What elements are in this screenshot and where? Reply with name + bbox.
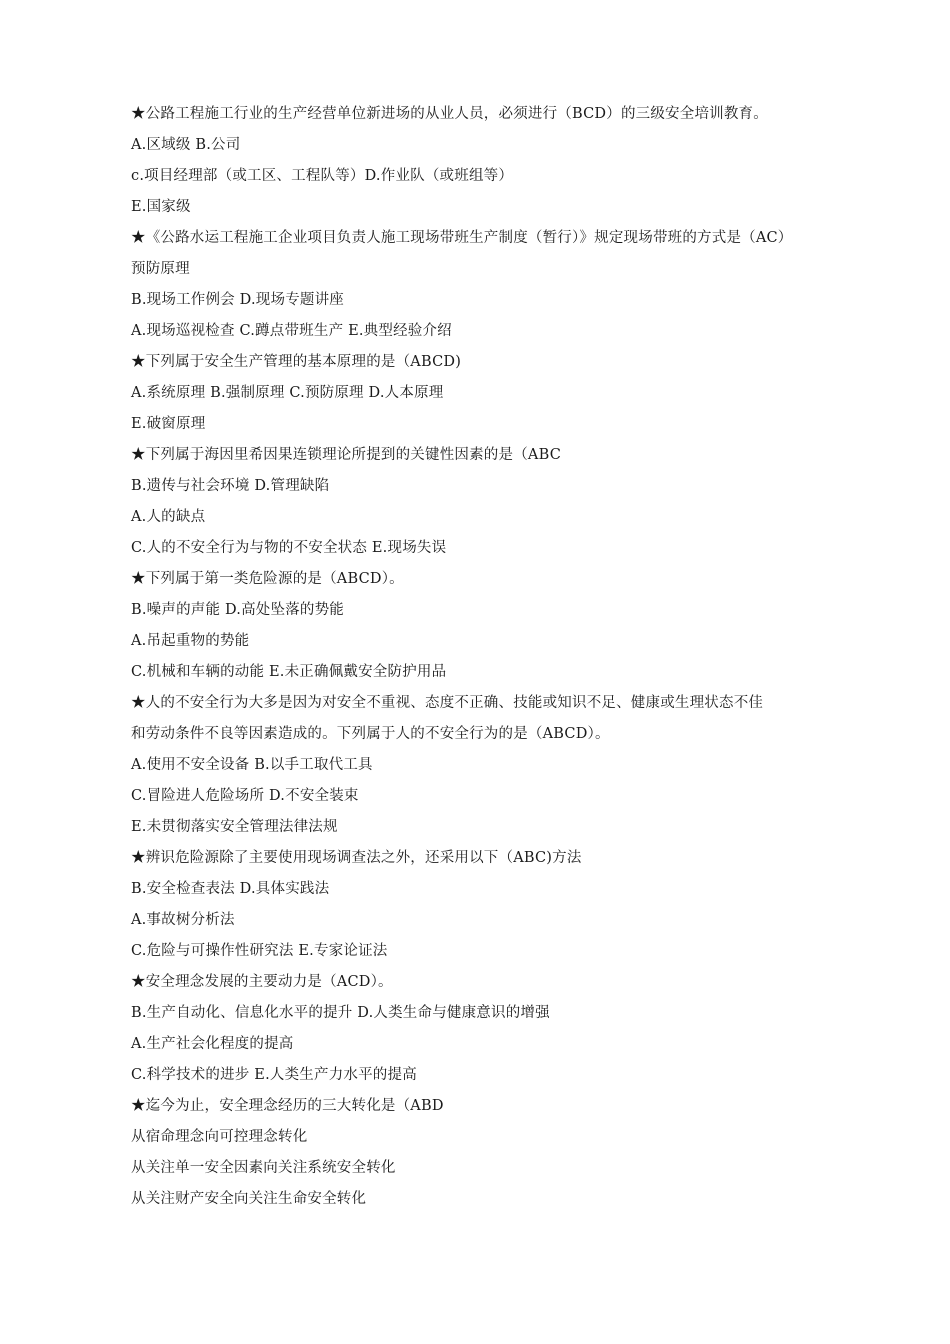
question-2-options-b-d: B.现场工作例会 D.现场专题讲座: [131, 292, 344, 308]
question-6-stem-line-1: ★人的不安全行为大多是因为对安全不重视、态度不正确、技能或知识不足、健康或生理状态不佳: [131, 695, 764, 711]
question-1-option-e: E.国家级: [131, 199, 191, 215]
question-9-answer-3: 从关注财产安全向关注生命安全转化: [131, 1191, 367, 1207]
question-1-options-a-b: A.区域级 B.公司: [131, 137, 241, 153]
question-4-option-a: A.人的缺点: [131, 509, 206, 525]
question-7-option-a: A.事故树分析法: [131, 912, 235, 928]
question-6-option-e: E.未贯彻落实安全管理法律法规: [131, 819, 338, 835]
question-6-stem-line-2: 和劳动条件不良等因素造成的。下列属于人的不安全行为的是（ABCD）。: [131, 726, 610, 742]
question-4-stem: ★下列属于海因里希因果连锁理论所提到的关键性因素的是（ABC: [131, 447, 561, 463]
question-5-options-b-d: B.噪声的声能 D.高处坠落的势能: [131, 602, 344, 618]
question-9-stem: ★迄今为止，安全理念经历的三大转化是（ABD: [131, 1098, 444, 1114]
question-4-options-b-d: B.遗传与社会环境 D.管理缺陷: [131, 478, 330, 494]
question-7-options-c-e: C.危险与可操作性研究法 E.专家论证法: [131, 943, 388, 959]
question-6-options-c-d: C.冒险进人危险场所 D.不安全装束: [131, 788, 359, 804]
question-9-answer-1: 从宿命理念向可控理念转化: [131, 1129, 308, 1145]
question-7-options-b-d: B.安全检查表法 D.具体实践法: [131, 881, 330, 897]
question-8-options-c-e: C.科学技术的进步 E.人类生产力水平的提高: [131, 1067, 417, 1083]
question-8-option-a: A.生产社会化程度的提高: [131, 1036, 294, 1052]
question-1-stem: ★公路工程施工行业的生产经营单位新进场的从业人员，必须进行（BCD）的三级安全培训教育。: [131, 106, 768, 122]
question-6-options-a-b: A.使用不安全设备 B.以手工取代工具: [131, 757, 373, 773]
question-3-options-a-d: A.系统原理 B.强制原理 C.预防原理 D.人本原理: [131, 385, 444, 401]
question-3-stem: ★下列属于安全生产管理的基本原理的是（ABCD): [131, 354, 462, 370]
document-body: [131, 99, 831, 1215]
question-2-stray-text: 预防原理: [131, 261, 190, 277]
question-7-stem: ★辨识危险源除了主要使用现场调查法之外，还采用以下（ABC)方法: [131, 850, 582, 866]
question-2-stem: ★《公路水运工程施工企业项目负责人施工现场带班生产制度（暂行）》规定现场带班的方式是（AC）: [131, 230, 793, 246]
question-1-options-c-d: c.项目经理部（或工区、工程队等）D.作业队（或班组等）: [131, 168, 514, 184]
question-3-option-e: E.破窗原理: [131, 416, 206, 432]
question-8-options-b-d: B.生产自动化、信息化水平的提升 D.人类生命与健康意识的增强: [131, 1005, 550, 1021]
question-9-answer-2: 从关注单一安全因素向关注系统安全转化: [131, 1160, 396, 1176]
question-5-options-c-e: C.机械和车辆的动能 E.未正确佩戴安全防护用品: [131, 664, 447, 680]
question-5-option-a: A.吊起重物的势能: [131, 633, 250, 649]
question-2-options-a-c-e: A.现场巡视检查 C.蹲点带班生产 E.典型经验介绍: [131, 323, 452, 339]
question-5-stem: ★下列属于第一类危险源的是（ABCD）。: [131, 571, 404, 587]
question-8-stem: ★安全理念发展的主要动力是（ACD）。: [131, 974, 393, 990]
question-4-options-c-e: C.人的不安全行为与物的不安全状态 E.现场失误: [131, 540, 447, 556]
